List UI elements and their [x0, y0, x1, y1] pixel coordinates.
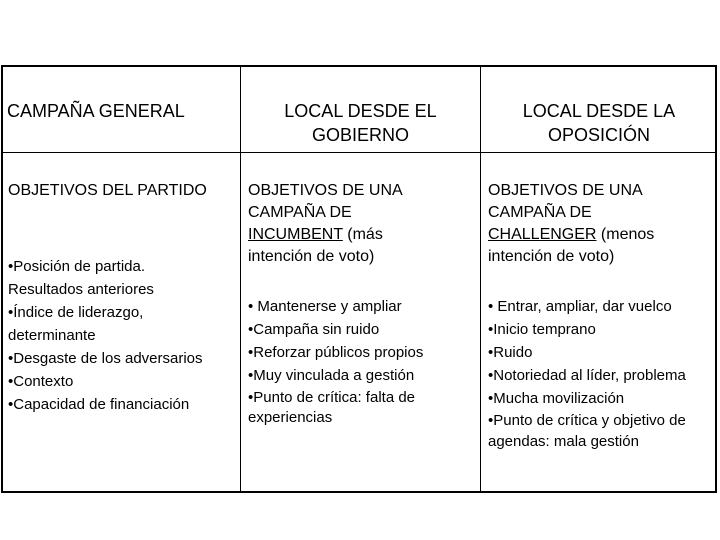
header-divider	[3, 152, 715, 153]
list-item: •Posición de partida.	[8, 258, 145, 275]
list-item: •Notoriedad al líder, problema	[488, 367, 686, 384]
col3-list	[488, 295, 716, 452]
list-item: •Reforzar públicos propios	[248, 344, 424, 361]
list-item: •Capacidad de financiación	[8, 396, 190, 413]
list-item: agendas: mala gestión	[488, 433, 639, 450]
header-col3-line1: LOCAL DESDE LA	[522, 101, 676, 121]
list-item: •Ruido	[488, 344, 533, 361]
list-item: •Índice de liderazgo,	[8, 304, 144, 321]
col2-objective-suffix: (más	[342, 226, 383, 243]
list-item: experiencias	[248, 409, 333, 426]
col1-list	[8, 255, 236, 416]
list-item: •Contexto	[8, 373, 74, 390]
header-local-gobierno	[241, 99, 480, 147]
list-item: Resultados anteriores	[8, 281, 154, 298]
col3-objective-line1: OBJETIVOS DE UNA	[488, 182, 643, 199]
header-col2-line2: GOBIERNO	[311, 125, 409, 145]
col3-objective-line3	[488, 224, 716, 246]
list-item: •Campaña sin ruido	[248, 321, 380, 338]
comparison-table	[1, 65, 717, 493]
list-item: •Punto de crítica: falta de	[248, 389, 416, 406]
col3-objective-title	[488, 180, 716, 268]
header-local-oposicion	[481, 99, 717, 147]
col2-objective-title	[248, 180, 478, 268]
col1-objective-text: OBJETIVOS DEL PARTIDO	[8, 182, 207, 199]
col2-objective-line2: CAMPAÑA DE	[248, 204, 352, 221]
header-col2-line1: LOCAL DESDE EL	[284, 101, 437, 121]
col3-objective-line4: intención de voto)	[488, 248, 615, 265]
list-item: determinante	[8, 327, 96, 344]
col1-objective-title	[8, 180, 207, 202]
header-col3-line2: OPOSICIÓN	[547, 125, 650, 145]
col2-objective-line4: intención de voto)	[248, 248, 375, 265]
list-item: •Muy vinculada a gestión	[248, 367, 415, 384]
col2-incumbent-term: INCUMBENT	[248, 226, 343, 243]
list-item: •Desgaste de los adversarios	[8, 350, 203, 367]
list-item: • Entrar, ampliar, dar vuelco	[488, 298, 672, 315]
col2-list	[248, 295, 478, 427]
header-col1-text: CAMPAÑA GENERAL	[7, 101, 185, 121]
col2-objective-line3	[248, 224, 478, 246]
list-item: •Mucha movilización	[488, 390, 625, 407]
col3-objective-line2: CAMPAÑA DE	[488, 204, 592, 221]
col2-objective-line1: OBJETIVOS DE UNA	[248, 182, 403, 199]
header-campana-general	[7, 99, 185, 123]
list-item: •Punto de crítica y objetivo de	[488, 412, 686, 429]
col3-objective-suffix: (menos	[596, 226, 655, 243]
list-item: • Mantenerse y ampliar	[248, 298, 402, 315]
col3-challenger-term: CHALLENGER	[488, 226, 597, 243]
list-item: •Inicio temprano	[488, 321, 596, 338]
